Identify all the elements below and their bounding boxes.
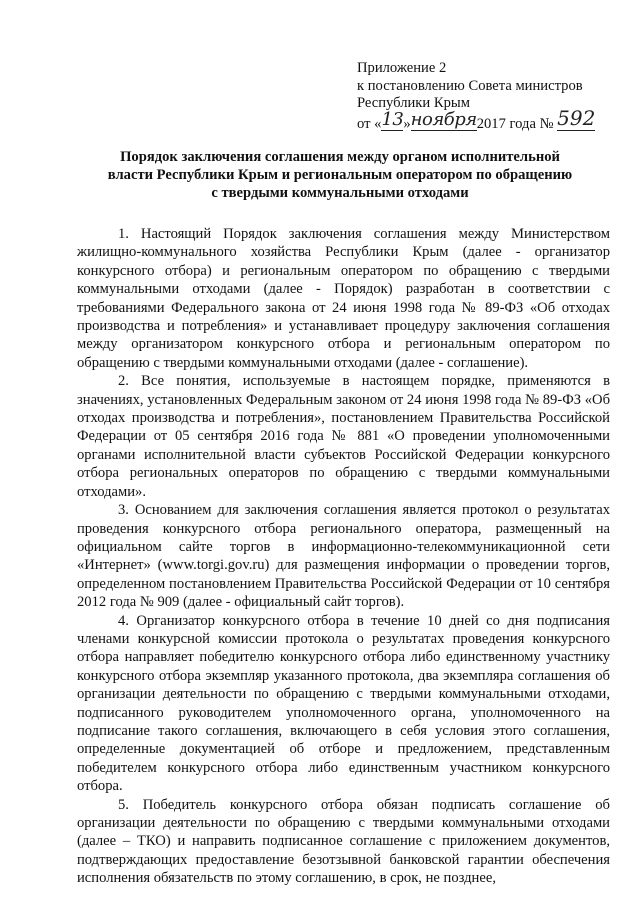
paragraph-2: 2. Все понятия, используемые в настоящем порядке, применяются в значениях, установленных Федеральным законом от 24 июня 1998 года № 89-ФЗ «Об отходах производства и потребления», постановлением Правительства Российской Федерации от 05 сентября 2016 года № 881 «О проведении уполномоченными органами исполнительной власти субъектов Российской Федерации конкурсного отбора региональных операторов по обращению с твердыми коммунальными отходами». (77, 373, 610, 500)
appendix-title: Приложение 2 (357, 60, 447, 76)
paragraph-4: 4. Организатор конкурсного отбора в течение 10 дней со дня подписания членами конкурсной комиссии протокола о результатах проведения конкурсного отбора направляет победителю конкурсного отбора либо единственному участнику конкурсного отбора экземпляр указанного протокола, два экземпляра соглашения об организации деятельности по обращению с твердыми коммунальными отходами, подписанного руководителем уполномоченного органа, уполномоченного на подписание такого соглашения, включающего в себя условия этого соглашения, определенные документацией об отборе и предложением, представленным победителем конкурсного отбора либо единственным участником конкурсного отбора. (77, 612, 610, 795)
appendix-republic: Республики Крым (357, 95, 470, 111)
handwritten-number: 592 (557, 105, 596, 130)
paragraph-3: 3. Основанием для заключения соглашения является протокол о результатах проведения конкурсного отбора регионального оператора, размещенный на официальном сайте торгов в информационно-телекоммуникационной сети «Интернет» (www.torgi.gov.ru) для размещения информации о проведении торгов, определенном постановлением Правительства Российской Федерации от 10 сентября 2012 года № 909 (далее - официальный сайт торгов). (77, 502, 610, 611)
title-line-3: с твердыми коммунальными отходами (211, 185, 469, 201)
title-line-2: власти Республики Крым и региональным оператором по обращению (107, 167, 573, 183)
date-year: 2017 года № (476, 115, 554, 132)
date-prefix: от « (357, 115, 382, 132)
appendix-header (357, 60, 632, 133)
paragraph-5: 5. Победитель конкурсного отбора обязан подписать соглашение об организации деятельности по обращению с твердыми коммунальными отходами (далее – ТКО) и направить подписанное соглашение с приложением документов, подтверждающих предоставление безотзывной банковской гарантии обеспечения исполнения обязательств по этому соглашению, в срок, не позднее, (77, 796, 610, 887)
appendix-resolution: к постановлению Совета министров (357, 77, 583, 94)
date-separator: » (403, 115, 411, 132)
appendix-date-line (357, 105, 632, 134)
handwritten-month: ноября (410, 108, 477, 130)
paragraph-1: 1. Настоящий Порядок заключения соглашения между Министерством жилищно-коммунального хозяйства Республики Крым (далее - организатор конкурсного отбора) и региональным оператором по обращению с твердыми коммунальными отходами (далее - Порядок) разработан в соответствии с требованиями Федерального закона от 24 июня 1998 года № 89-ФЗ «Об отходах производства и потребления» и устанавливает процедуру заключения соглашения между организатором конкурсного отбора и региональным оператором по обращению с твердыми коммунальными отходами (далее - соглашение). (77, 226, 610, 371)
handwritten-day: 13 (381, 108, 404, 130)
document-title (80, 148, 600, 202)
title-line-1: Порядок заключения соглашения между органом исполнительной (120, 149, 560, 165)
document-body (77, 225, 610, 888)
